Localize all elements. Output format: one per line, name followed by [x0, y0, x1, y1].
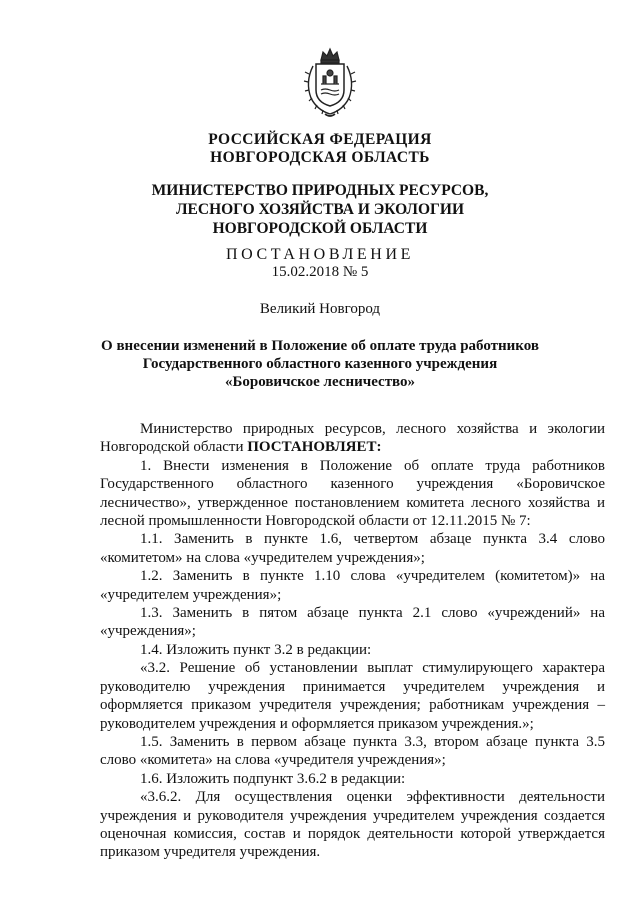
ministry-line: НОВГОРОДСКОЙ ОБЛАСТИ [212, 220, 428, 237]
country-heading: РОССИЙСКАЯ ФЕДЕРАЦИЯ [208, 131, 432, 148]
intro-text: Министерство природных ресурсов, лесного хозяйства и экологии Новгородской области [100, 421, 605, 456]
ministry-line: МИНИСТЕРСТВО ПРИРОДНЫХ РЕСУРСОВ, [151, 182, 489, 199]
document-body [100, 420, 605, 862]
title-line: О внесении изменений в Положение об оплате труда работников [101, 338, 539, 354]
document-date-number: 15.02.2018 № 5 [271, 264, 369, 280]
body-paragraph: 1.4. Изложить пункт 3.2 в редакции: [140, 641, 372, 658]
body-paragraph: 1. Внести изменения в Положение об оплате труда работников Государственного областного казенного учреждения «Боровичское лесничество», утвержденное постановлением комитета лесного хозяйства и лесной промышленности Новгородской области от 12.11.2015 № 7: [100, 457, 605, 530]
resolution-keyword: ПОСТАНОВЛЯЕТ: [247, 439, 382, 456]
region-heading: НОВГОРОДСКАЯ ОБЛАСТЬ [210, 149, 430, 166]
title-line: Государственного областного казенного учреждения [142, 356, 498, 372]
body-paragraph: «3.6.2. Для осуществления оценки эффективности деятельности учреждения и руководителя учреждения учредителем учреждения создается оценочная комиссия, состав и порядок деятельности которой утверждается приказом учредителя учреждения. [100, 789, 605, 861]
document-city: Великий Новгород [259, 301, 381, 317]
body-paragraph: «3.2. Решение об установлении выплат стимулирующего характера руководителю учреждения принимается учредителем учреждения и оформляется приказом учредителя учреждения; работникам учреждения – руководителем учреждения и оформляется приказом учреждения.»; [100, 660, 605, 732]
novgorod-coat-of-arms-icon [299, 46, 361, 120]
title-line: «Боровичское лесничество» [224, 374, 416, 390]
body-paragraph: 1.5. Заменить в первом абзаце пункта 3.3, втором абзаце пункта 3.5 слово «комитета» на слова «учредителя учреждения»; [100, 733, 605, 769]
body-paragraph: 1.6. Изложить подпункт 3.6.2 в редакции: [140, 770, 406, 787]
ministry-line: ЛЕСНОГО ХОЗЯЙСТВА И ЭКОЛОГИИ [175, 201, 465, 218]
body-paragraph: 1.3. Заменить в пятом абзаце пункта 2.1 слово «учреждений» на «учреждения»; [100, 605, 605, 640]
intro-paragraph [100, 420, 605, 457]
ministry-heading [0, 181, 640, 238]
body-paragraph: 1.1. Заменить в пункте 1.6, четвертом абзаце пункта 3.4 слово «комитетом» на слова «учредителем учреждения»; [100, 531, 605, 566]
document-title [0, 337, 640, 391]
body-paragraph: 1.2. Заменить в пункте 1.10 слова «учредителем (комитетом)» на «учредителем учреждения»; [100, 568, 605, 603]
document-type: ПОСТАНОВЛЕНИЕ [226, 246, 414, 263]
